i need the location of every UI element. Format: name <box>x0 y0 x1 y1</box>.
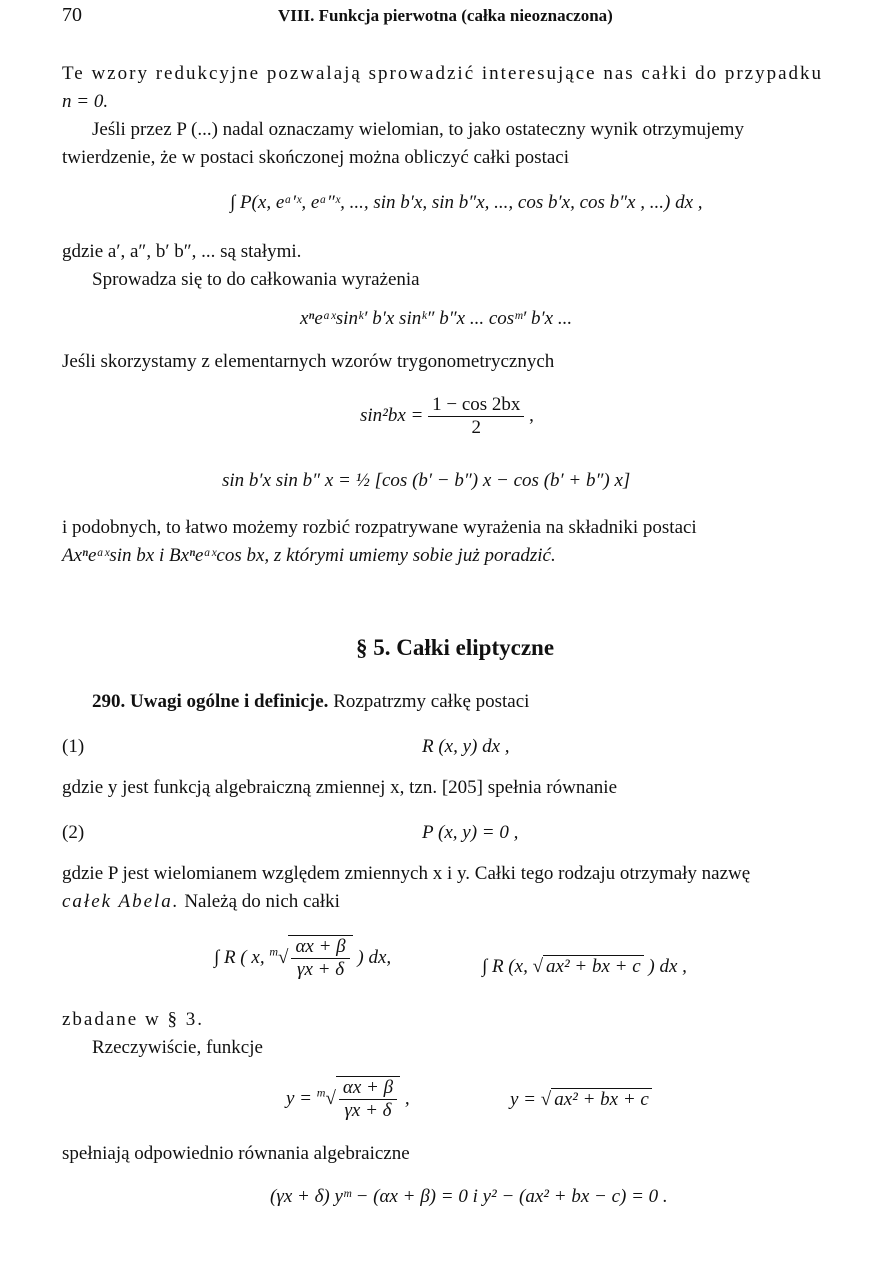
radicand <box>336 1076 400 1122</box>
equation-part: , <box>404 1087 410 1109</box>
paragraph-line: zbadane w § 3. <box>62 1009 204 1030</box>
equation-abel-1 <box>214 935 391 981</box>
paragraph-trig-formulas: Jeśli skorzystamy z elementarnych wzorów trygonometrycznych <box>62 351 555 372</box>
fraction-denominator: 2 <box>471 417 482 438</box>
equation-y2 <box>510 1088 652 1111</box>
radicand: ax² + bx + c <box>551 1088 652 1111</box>
paragraph-line: Należą do nich całki <box>179 891 340 912</box>
paragraph-equations: spełniają odpowiednio równania algebraiczne <box>62 1143 410 1164</box>
paragraph-line: Sprowadza się to do całkowania wyrażenia <box>92 269 420 290</box>
equation-y1 <box>286 1076 410 1122</box>
paragraph-line: n = 0. <box>62 91 109 112</box>
paragraph-line: Te wzory redukcyjne pozwalają sprowadzić interesujące nas całki do przypadku <box>62 63 824 84</box>
paragraph-abel <box>62 860 867 916</box>
radical-sign: √ <box>278 946 289 968</box>
equation-2-label: (2) <box>62 822 85 843</box>
paragraph-constants <box>62 238 867 294</box>
equation-sin-squared <box>360 394 534 439</box>
radical-sign: √ <box>325 1087 336 1109</box>
paragraph-line: gdzie P jest wielomianem względem zmiennych x i y. Całki tego rodzaju otrzymały nazwę <box>62 863 751 884</box>
radicand: ax² + bx + c <box>543 955 644 978</box>
root-index: m <box>316 1085 326 1100</box>
equation-part: y = <box>510 1089 537 1110</box>
paragraph-decompose <box>62 514 867 570</box>
equation-part: ∫ R ( x, <box>214 946 265 968</box>
fraction <box>428 394 524 439</box>
paragraph-line: Jeśli przez P (...) nadal oznaczamy wielomian, to jako ostateczny wynik otrzymujemy <box>92 119 744 140</box>
paragraph-line: i podobnych, to łatwo możemy rozbić rozpatrywane wyrażenia na składniki postaci <box>62 517 697 538</box>
equation-part: ∫ R (x, <box>482 956 528 977</box>
fraction-numerator: αx + β <box>339 1077 397 1100</box>
equation-part: sin²bx = <box>360 404 424 426</box>
paragraph-line: gdzie a′, a″, b′ b″, ... są stałymi. <box>62 241 302 262</box>
subsection-heading: 290. Uwagi ogólne i definicje. <box>92 691 329 712</box>
paragraph-theorem <box>62 116 867 172</box>
abel-term: całek Abela. <box>62 891 180 912</box>
equation-1: R (x, y) dx , <box>422 736 510 757</box>
equation-product: xⁿeᵃˣsinᵏ′ b′x sinᵏ″ b″x ... cosᵐ′ b′x ... <box>300 308 573 329</box>
root-index: m <box>269 944 278 959</box>
equation-abel-2 <box>482 955 687 978</box>
section-title: § 5. Całki eliptyczne <box>356 635 555 660</box>
equation-product-sin: sin b′x sin b″ x = ½ [cos (b′ − b″) x − cos (b′ + b″) x] <box>222 470 631 491</box>
equation-part: ) dx, <box>357 946 392 968</box>
paragraph-line: Axⁿeᵃˣsin bx i Bxⁿeᵃˣcos bx, z którymi umiemy sobie już poradzić. <box>62 545 556 566</box>
paragraph-line: twierdzenie, że w postaci skończonej można obliczyć całki postaci <box>62 147 569 168</box>
page-number: 70 <box>62 4 82 26</box>
fraction-denominator: γx + δ <box>297 959 345 980</box>
fraction-numerator: αx + β <box>291 936 349 959</box>
paragraph-reduction <box>62 60 867 116</box>
equation-final: (γx + δ) yᵐ − (αx + β) = 0 i y² − (ax² + bx − c) = 0 . <box>270 1186 668 1207</box>
fraction-numerator: 1 − cos 2bx <box>428 394 524 417</box>
paragraph-line: Rozpatrzmy całkę postaci <box>328 691 530 712</box>
paragraph-line: Rzeczywiście, funkcje <box>92 1037 263 1058</box>
paragraph-algebraic: gdzie y jest funkcją algebraiczną zmiennej x, tzn. [205] spełnia równanie <box>62 777 617 798</box>
equation-part: , <box>529 404 534 426</box>
equation-2: P (x, y) = 0 , <box>422 822 519 843</box>
radicand <box>288 935 352 981</box>
equation-integral-trig: ∫ P(x, eᵃ′ˣ, eᵃ″ˣ, ..., sin b′x, sin b″x, ..., cos b′x, cos b″x , ...) dx , <box>230 192 703 213</box>
radical-sign: √ <box>532 956 544 977</box>
equation-part: y = <box>286 1087 313 1109</box>
equation-1-label: (1) <box>62 736 85 757</box>
radical-sign: √ <box>540 1089 552 1110</box>
running-title: VIII. Funkcja pierwotna (całka nieoznaczona) <box>278 6 613 25</box>
equation-part: ) dx , <box>648 956 687 977</box>
paragraph-studied <box>62 1006 867 1062</box>
fraction-denominator: γx + δ <box>344 1100 392 1121</box>
fraction <box>291 936 349 981</box>
paragraph-definitions <box>62 688 867 716</box>
fraction <box>339 1077 397 1122</box>
